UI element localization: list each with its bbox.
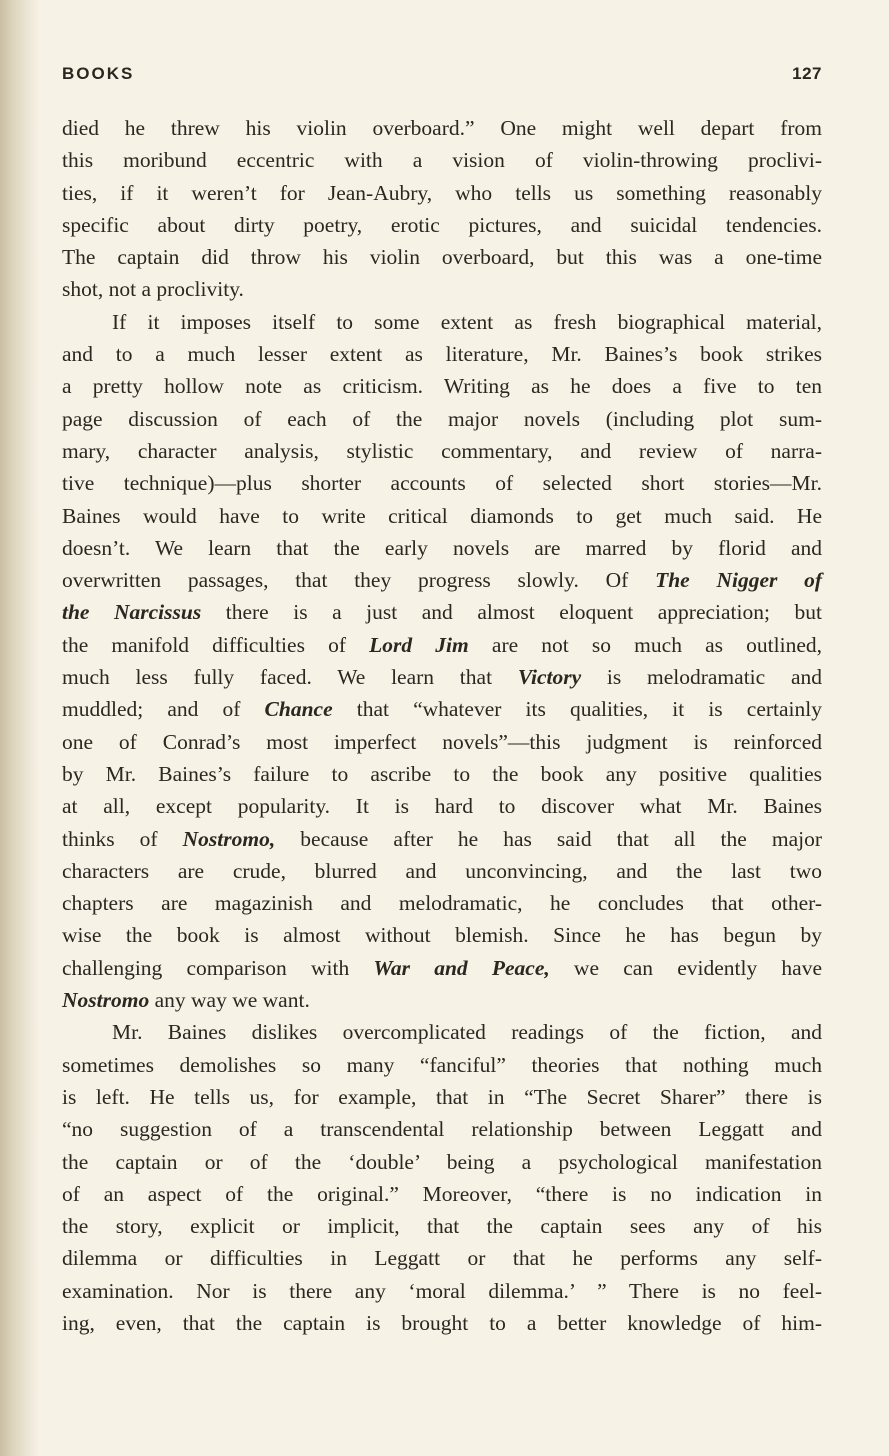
section-title: BOOKS [62,64,135,83]
text-line: a pretty hollow note as criticism. Writing as he does a five to ten [62,374,822,399]
page-number: 127 [792,64,822,83]
text-span: much less fully faced. We learn that [62,665,518,690]
text-line: dilemma or difficulties in Leggatt or that he performs any self- [62,1246,822,1271]
book-title: Lord Jim [369,632,469,657]
text-line: of an aspect of the original.” Moreover, “there is no indication in [62,1181,822,1206]
text-span: challenging comparison with [62,955,374,980]
text-line: tive technique)—plus shorter accounts of selected short stories—Mr. [62,471,822,496]
text-line [62,823,822,855]
text-line: wise the book is almost without blemish. Since he has begun by [62,923,822,948]
text-line: If it imposes itself to some extent as fresh biographical material, [112,309,822,334]
text-span: muddled; and of [62,697,265,722]
text-line: ties, if it weren’t for Jean-Aubry, who tells us something reasonably [62,180,822,205]
text-line: specific about dirty poetry, erotic pictures, and suicidal tendencies. [62,212,822,237]
text-line: chapters are magazinish and melodramatic, he concludes that other- [62,891,822,916]
text-line [62,629,822,661]
spine-shadow [0,0,40,1456]
text-line: this moribund eccentric with a vision of violin-throwing proclivi- [62,148,822,173]
text-span: because after he has said that all the major [275,826,822,851]
text-line: examination. Nor is there any ‘moral dilemma.’ ” There is no feel- [62,1278,822,1303]
text-line [62,693,822,725]
text-span: the manifold difficulties of [62,632,370,657]
book-title: Nostromo [62,988,150,1013]
text-line: at all, except popularity. It is hard to discover what Mr. Baines [62,794,822,819]
text-line: doesn’t. We learn that the early novels are marred by florid and [62,535,822,560]
text-line: page discussion of each of the major novels (including plot sum- [62,406,822,431]
body-text [62,112,822,1339]
text-line: the story, explicit or implicit, that the captain sees any of his [62,1214,822,1239]
text-line [62,984,822,1016]
text-line: by Mr. Baines’s failure to ascribe to the book any positive qualities [62,761,822,786]
text-line: Mr. Baines dislikes overcomplicated readings of the fiction, and [112,1020,822,1045]
book-title: Chance [264,697,333,722]
text-line: and to a much lesser extent as literature, Mr. Baines’s book strikes [62,342,822,367]
text-line [62,564,822,596]
text-line: characters are crude, blurred and unconvincing, and the last two [62,858,822,883]
text-line: is left. He tells us, for example, that in “The Secret Sharer” there is [62,1084,822,1109]
text-line: sometimes demolishes so many “fanciful” theories that nothing much [62,1052,822,1077]
text-span: overwritten passages, that they progress slowly. Of [62,568,656,593]
text-line [62,661,822,693]
text-line: mary, character analysis, stylistic commentary, and review of narra- [62,438,822,463]
text-line: shot, not a proclivity. [62,277,244,302]
text-line: ing, even, that the captain is brought to a better knowledge of him- [62,1310,822,1335]
text-span: any way we want. [149,988,310,1013]
book-title: the Narcissus [62,600,202,625]
text-span: is melodramatic and [581,665,822,690]
book-title: Victory [517,665,582,690]
text-line: Baines would have to write critical diamonds to get much said. He [62,503,822,528]
text-line: the captain or of the ‘double’ being a psychological manifestation [62,1149,822,1174]
text-span: we can evidently have [549,955,822,980]
text-span: there is a just and almost eloquent appreciation; but [201,600,822,625]
text-span: are not so much as outlined, [468,632,822,657]
text-line: “no suggestion of a transcendental relationship between Leggatt and [62,1117,822,1142]
book-title: War and Peace, [373,955,550,980]
text-line [62,952,822,984]
book-title: Nostromo, [182,826,276,851]
text-line: died he threw his violin overboard.” One might well depart from [62,116,822,140]
text-line [62,596,822,628]
book-title: The Nigger of [655,568,823,593]
text-span: thinks of [62,826,183,851]
running-head [62,64,822,88]
text-span: that “whatever its qualities, it is certainly [332,697,822,722]
text-line: The captain did throw his violin overboard, but this was a one-time [62,245,822,270]
text-line: one of Conrad’s most imperfect novels”—this judgment is reinforced [62,729,822,754]
